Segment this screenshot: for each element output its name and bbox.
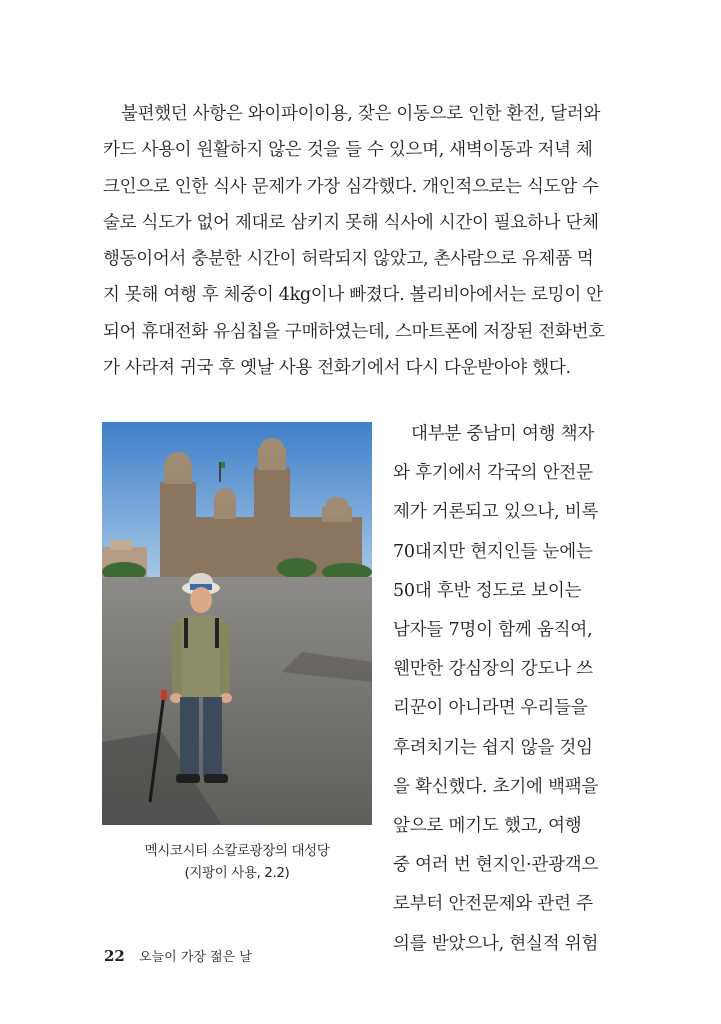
book-title: 오늘이 가장 젊은 날 <box>139 950 252 965</box>
text-line: 50대 후반 정도로 보이는 <box>393 580 582 601</box>
text-line: 크인으로 인한 식사 문제가 가장 심각했다. 개인적으로는 식도암 수 <box>103 176 599 197</box>
body-paragraph-top <box>103 96 605 386</box>
text-line: 제가 거론되고 있으나, 비록 <box>393 502 599 523</box>
caption-line-1: 멕시코시티 소칼로광장의 대성당 <box>144 843 330 859</box>
text-line: 의를 받았으나, 현실적 위험 <box>393 933 599 954</box>
text-line: 후려치기는 쉽지 않을 것임 <box>393 737 593 758</box>
text-line: 술로 식도가 없어 제대로 삼키지 못해 식사에 시간이 필요하나 단체 <box>103 212 599 233</box>
text-line: 불편했던 사항은 와이파이이용, 잦은 이동으로 인한 환전, 달러와 <box>121 104 601 124</box>
page-footer <box>104 946 252 965</box>
text-line: 앞으로 메기도 했고, 여행 <box>393 816 582 837</box>
text-line: 을 확신했다. 초기에 백팩을 <box>393 776 599 797</box>
text-line: 가 사라져 귀국 후 옛날 사용 전화기에서 다시 다운받아야 했다. <box>103 358 571 379</box>
text-line: 남자들 7명이 함께 움직여, <box>393 620 593 641</box>
text-line: 중 여러 번 현지인·관광객으 <box>393 855 599 876</box>
text-line: 되어 휴대전화 유심칩을 구매하였는데, 스마트폰에 저장된 전화번호 <box>103 321 605 342</box>
text-line: 와 후기에서 각국의 안전문 <box>393 463 593 484</box>
text-line: 웬만한 강심장의 강도나 쓰 <box>393 659 593 680</box>
text-line: 지 못해 여행 후 체중이 4kg이나 빠졌다. 볼리비아에서는 로밍이 안 <box>103 285 603 306</box>
text-line: 로부터 안전문제와 관련 주 <box>393 894 593 915</box>
text-line: 행동이어서 충분한 시간이 허락되지 않았고, 촌사람으로 유제품 먹 <box>103 249 594 270</box>
text-line: 70대지만 현지인들 눈에는 <box>393 541 593 562</box>
cathedral-photo <box>102 422 372 825</box>
body-paragraph-right <box>393 415 603 964</box>
photo-caption <box>102 840 372 884</box>
text-line: 리꾼이 아니라면 우리들을 <box>393 698 588 719</box>
caption-line-2: (지팡이 사용, 2.2) <box>184 865 290 881</box>
page-number: 22 <box>104 947 125 965</box>
text-line: 대부분 중남미 여행 책자 <box>411 424 595 444</box>
text-line: 카드 사용이 원활하지 않은 것을 들 수 있으며, 새벽이동과 저녁 체 <box>103 140 593 161</box>
